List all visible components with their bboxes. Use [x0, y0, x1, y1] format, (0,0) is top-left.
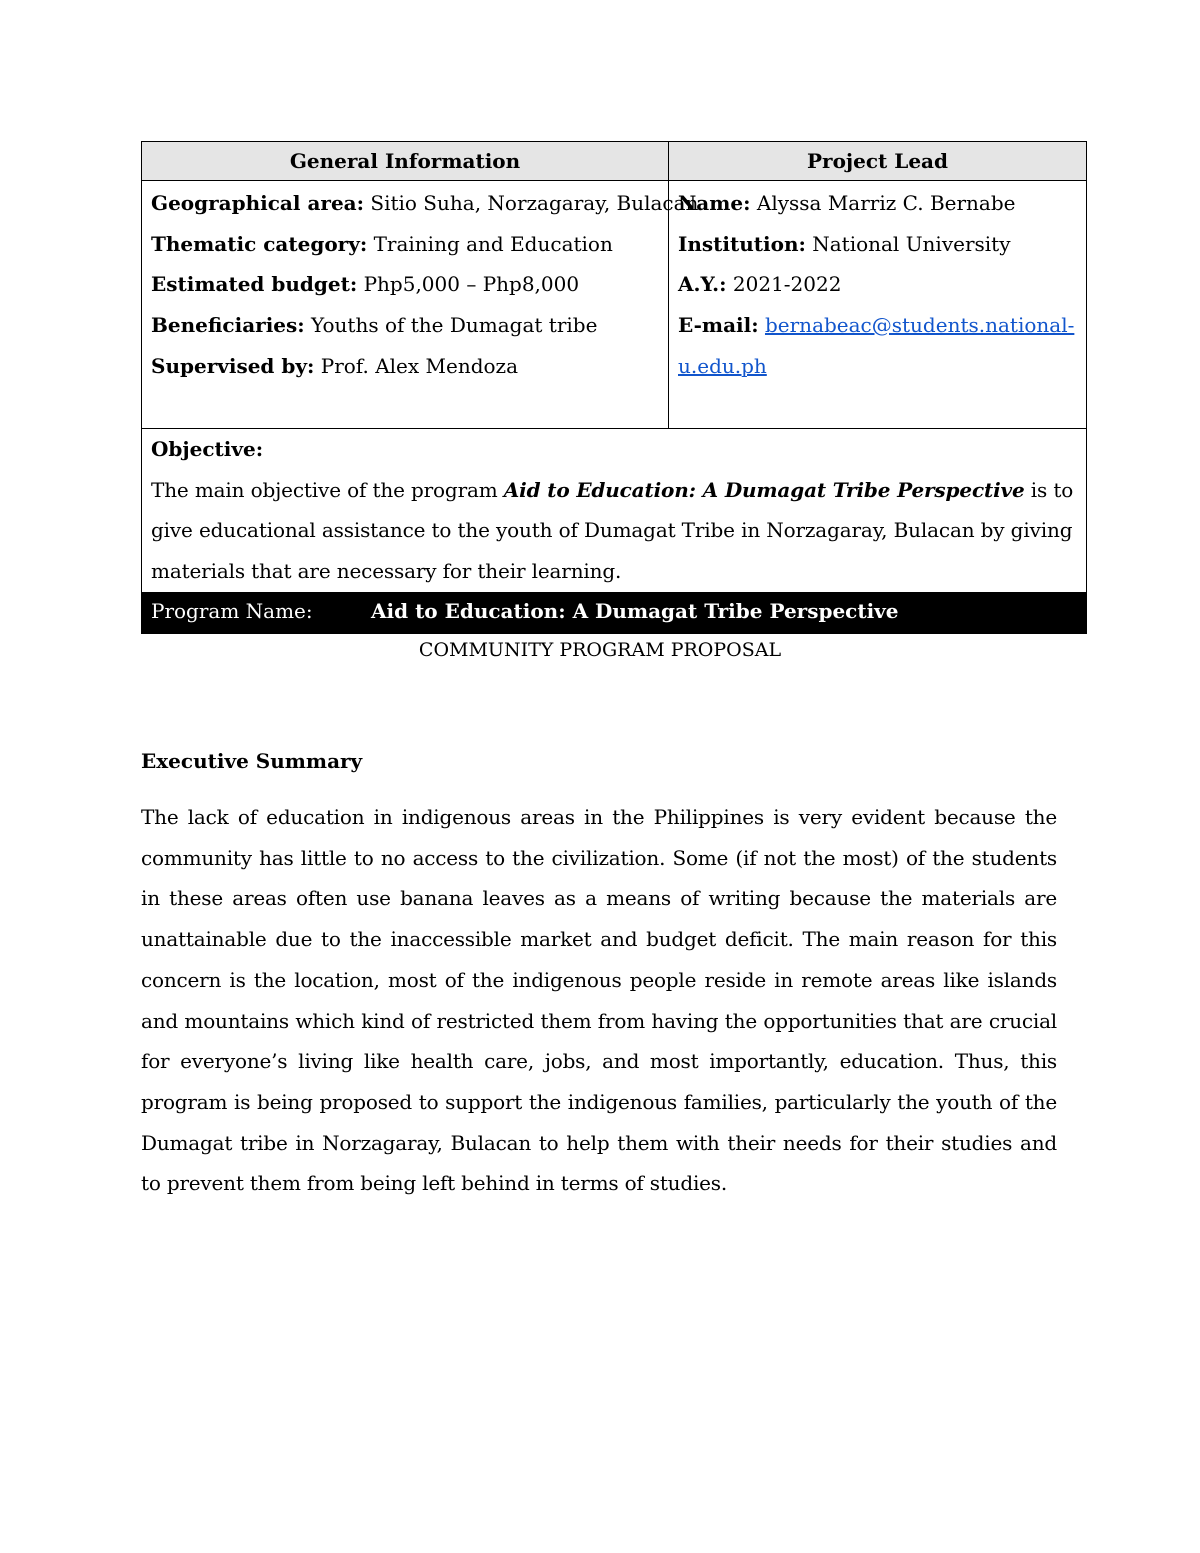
program-name-label: Program Name: [151, 598, 313, 623]
executive-summary-heading: Executive Summary [141, 749, 363, 773]
institution-line: Institution: National University [678, 231, 1011, 256]
lead-name-line: Name: Alyssa Marriz C. Bernabe [678, 191, 1016, 215]
estimated-budget-line: Estimated budget: Php5,000 – Php8,000 [151, 272, 580, 297]
email-line: E-mail: bernabeac@students.national- [678, 313, 1075, 338]
thematic-category-line: Thematic category: Training and Education [151, 231, 613, 256]
program-name-value: Aid to Education: A Dumagat Tribe Perspective [371, 598, 899, 623]
program-info-table [141, 141, 1087, 634]
document-title: COMMUNITY PROGRAM PROPOSAL [418, 639, 782, 661]
general-information-header: General Information [142, 142, 669, 181]
objective-cell [142, 429, 1087, 593]
table-details-row [142, 181, 1087, 429]
general-information-cell [142, 181, 699, 429]
academic-year-line: A.Y.: 2021-2022 [678, 272, 842, 297]
objective-program-name: Aid to Education: A Dumagat Tribe Perspective [503, 477, 1025, 502]
project-lead-header: Project Lead [669, 142, 1087, 181]
email-link-part1[interactable]: bernabeac@students.national- [764, 313, 1075, 338]
project-lead-cell [669, 181, 1087, 429]
beneficiaries-line: Beneficiaries: Youths of the Dumagat tribe [151, 313, 598, 338]
executive-summary-body: The lack of education in indigenous areas in the Philippines is very evident because the community has little to no access to the civilization. Some (if not the most) of the students in these areas often use banana leaves as a means of writing because the materials are unattainable due to the inaccessible market and budget deficit. The main reason for this concern is the location, most of the indigenous people reside in remote areas like islands and mountains which kind of restricted them from having the opportunities that are crucial for everyone’s living like health care, jobs, and most importantly, education. Thus, this program is being proposed to support the indigenous families, particularly the youth of the Dumagat tribe in Norzagaray, Bulacan to help them with their needs for their studies and to prevent them from being left behind in terms of studies. [141, 805, 1057, 1196]
program-name-row [142, 592, 1087, 633]
objective-text: The main objective of the program Aid to Education: A Dumagat Tribe Perspective is to give educational assistance to the youth of Dumagat Tribe in Norzagaray, Bulacan by giving materials that are necessary for their learning. [151, 477, 1074, 584]
objective-title: Objective: [151, 437, 264, 461]
supervised-by-line: Supervised by: Prof. Alex Mendoza [151, 353, 519, 378]
email-link-part2[interactable]: u.edu.ph [678, 353, 767, 378]
program-name-cell [142, 592, 1087, 633]
table-header-row [142, 142, 1087, 181]
geographical-area-line: Geographical area: Sitio Suha, Norzagaray, Bulacan [151, 191, 699, 215]
email-line-continued [678, 346, 1077, 387]
objective-row [142, 429, 1087, 593]
